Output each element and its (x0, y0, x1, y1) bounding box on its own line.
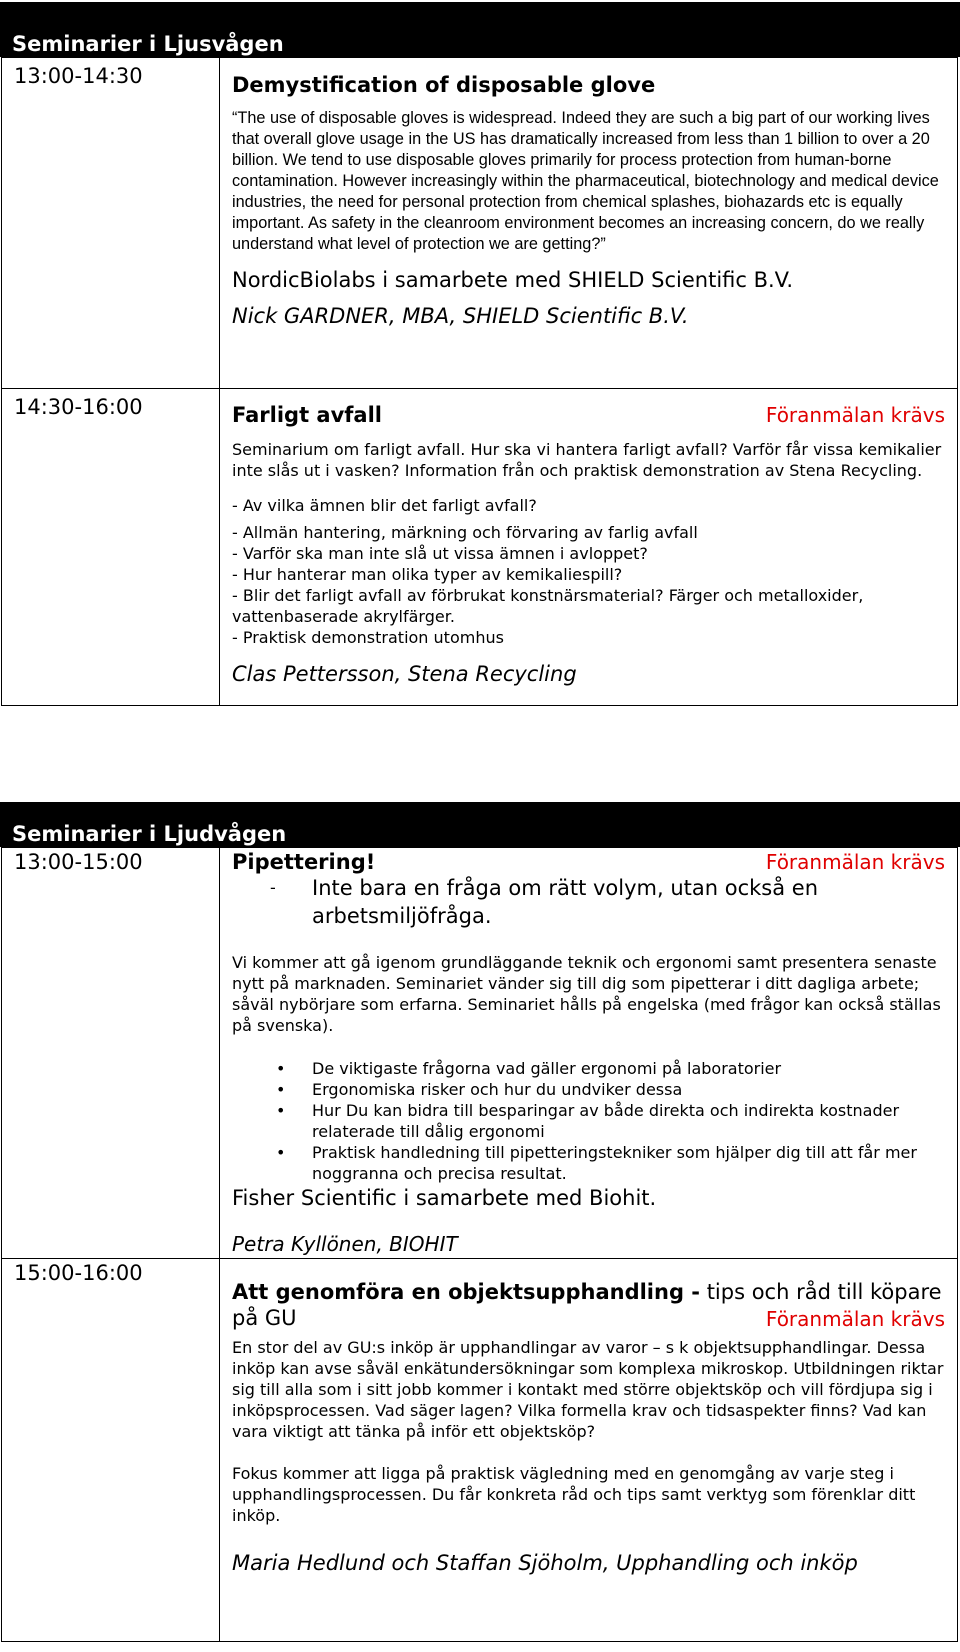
session-description: Fokus kommer att ligga på praktisk vägledning med en genomgång av varje steg i upphandlingsprocessen. Du får konkreta råd och tips samt verktyg som förenklar ditt inköp. (232, 1464, 916, 1525)
registration-required-label: Föranmälan krävs (765, 1307, 945, 1331)
time-slot: 13:00-15:00 (14, 850, 143, 874)
session-cell (220, 1259, 958, 1642)
session-speaker: Clas Pettersson, Stena Recycling (232, 662, 577, 686)
schedule-table (1, 847, 958, 1642)
schedule-row (2, 1259, 958, 1642)
time-slot: 14:30-16:00 (14, 395, 143, 419)
section-header (0, 2, 960, 57)
list-item: - Praktisk demonstration utomhus (232, 628, 504, 647)
section-title: Seminarier i Ljudvågen (12, 822, 287, 846)
list-item: • Hur Du kan bidra till besparingar av både direkta och indirekta kostnader relaterade till dålig ergonomi (232, 1100, 945, 1142)
time-cell (2, 389, 220, 706)
time-cell (2, 848, 220, 1259)
session-subtitle: - Inte bara en fråga om rätt volym, utan också en arbetsmiljöfråga. (232, 874, 945, 930)
section-header (0, 802, 960, 847)
list-item: - Varför ska man inte slå ut vissa ämnen i avloppet? (232, 544, 648, 563)
session-title: Pipettering! (232, 850, 376, 874)
session-speaker: Maria Hedlund och Staffan Sjöholm, Upphandling och inköp (232, 1551, 858, 1575)
time-slot: 13:00-14:30 (14, 64, 143, 88)
session-description: En stor del av GU:s inköp är upphandlingar av varor – s k objektsupphandlingar. Dessa inköp kan avse såväl enkätundersökningar som komplexa mikroskop. Utbildningen riktar sig till alla som i sitt jobb kommer i kontakt med större objektsköp och vill fördjupa sig i inköpsprocessen. Vad säger lagen? Vilka formella krav och tidsaspekter finns? Vad kan vara viktigt att tänka på inför ett objektsköp? (232, 1338, 944, 1441)
list-item: - Hur hanterar man olika typer av kemikaliespill? (232, 565, 623, 584)
session-description: Seminarium om farligt avfall. Hur ska vi hantera farligt avfall? Varför får vissa kemikalier inte slås ut i vasken? Information från och praktisk demonstration av Stena Recycling. (232, 440, 942, 480)
time-cell (2, 58, 220, 389)
topic-list (232, 495, 945, 648)
session-title-bold: Att genomföra en objektsupphandling - (232, 1280, 701, 1304)
session-speaker: Nick GARDNER, MBA, SHIELD Scientific B.V. (232, 304, 689, 328)
list-item: - Allmän hantering, märkning och förvaring av farlig avfall (232, 523, 698, 542)
schedule-row (2, 58, 958, 389)
session-description: Vi kommer att gå igenom grundläggande teknik och ergonomi samt presentera senaste nytt på marknaden. Seminariet vänder sig till dig som pipetterar i ditt dagliga arbete; såväl nybörjare som erfarna. Seminariet hålls på engelska (med frågor kan också ställas på svenska). (232, 953, 941, 1035)
list-item: • De viktigaste frågorna vad gäller ergonomi på laboratorier (232, 1058, 945, 1079)
schedule-row (2, 389, 958, 706)
registration-required-label: Föranmälan krävs (765, 850, 945, 874)
list-item: • Praktisk handledning till pipetteringstekniker som hjälper dig till att får mer noggranna och precisa resultat. (232, 1142, 945, 1184)
section-title: Seminarier i Ljusvågen (12, 32, 284, 56)
list-item: • Ergonomiska risker och hur du undviker dessa (232, 1079, 945, 1100)
session-organizer: NordicBiolabs i samarbete med SHIELD Scientific B.V. (232, 268, 794, 292)
list-item: - Av vilka ämnen blir det farligt avfall? (232, 496, 537, 515)
schedule-table (1, 57, 958, 706)
section-ljusvagen (0, 2, 960, 706)
time-cell (2, 1259, 220, 1642)
list-item: - Blir det farligt avfall av förbrukat konstnärsmaterial? Färger och metalloxider, vattenbaserade akrylfärger. (232, 586, 864, 626)
registration-required-label: Föranmälan krävs (765, 403, 945, 427)
session-cell (220, 389, 958, 706)
time-slot: 15:00-16:00 (14, 1261, 143, 1285)
schedule-row (2, 848, 958, 1259)
session-organizer: Fisher Scientific i samarbete med Biohit. (232, 1186, 657, 1210)
bullet-list (232, 1058, 945, 1184)
session-title-rest: tips och råd till köpare på GU (232, 1280, 942, 1330)
session-title (232, 1279, 945, 1331)
session-description: “The use of disposable gloves is widespread. Indeed they are such a big part of our working lives that overall glove usage in the US has dramatically increased from less than 1 billion to over a 20 billion. We tend to use disposable gloves primarily for process protection from human-borne contamination. However increasingly within the pharmaceutical, biotechnology and medical device industries, the need for personal protection from chemical splashes, biohazards etc is equally important. As safety in the cleanroom environment becomes an increasing concern, do we really understand what level of protection we are getting?” (232, 109, 939, 253)
session-cell (220, 848, 958, 1259)
session-title: Farligt avfall (232, 403, 382, 427)
section-ljudvagen (0, 802, 960, 1642)
session-title: Demystification of disposable glove (232, 73, 656, 97)
session-speaker: Petra Kyllönen, BIOHIT (232, 1232, 458, 1256)
session-cell (220, 58, 958, 389)
